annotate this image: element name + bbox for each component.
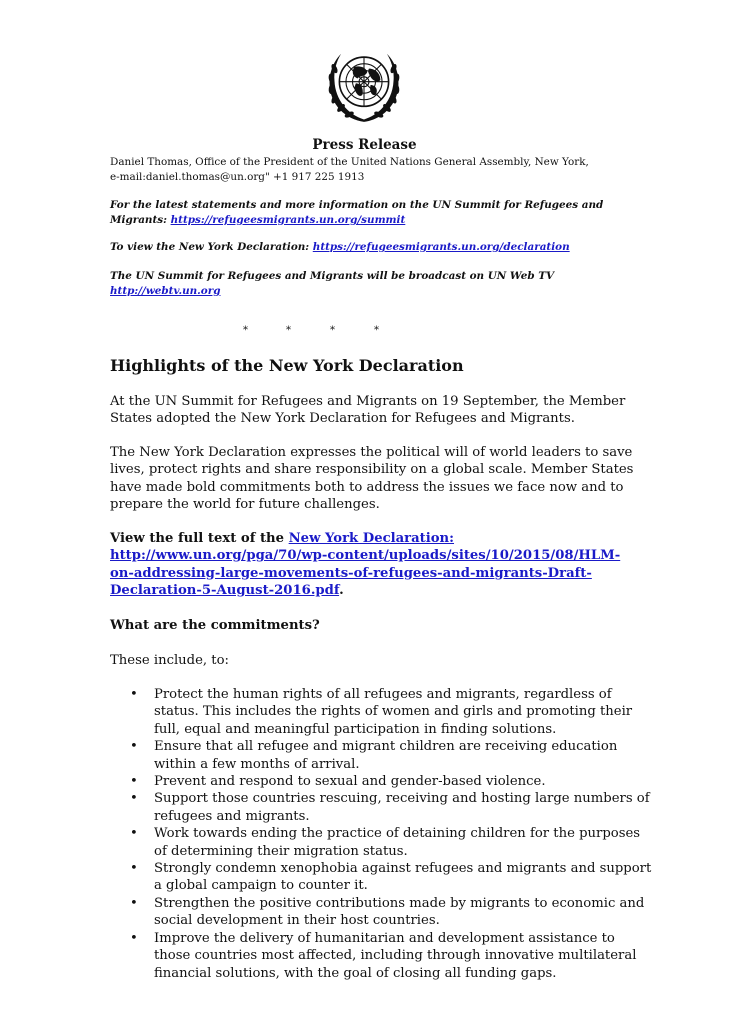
press-release-title: Press Release <box>312 137 417 153</box>
broadcast-info <box>110 269 670 299</box>
bullet-icon: • <box>130 791 138 807</box>
paragraph-line: prepare the world for future challenges. <box>110 497 380 513</box>
paragraph-line: have made bold commitments both to address the issues we face now and to <box>110 479 624 495</box>
contact-info <box>110 155 670 185</box>
list-item <box>110 790 650 825</box>
bullet-icon: • <box>130 774 138 790</box>
declaration-url-link[interactable]: on-addressing-large-movements-of-refugees-and-migrants-Draft- <box>110 565 592 581</box>
full-text-prefix: View the full text of the <box>110 531 289 546</box>
list-item-line: refugees and migrants. <box>154 808 310 824</box>
paragraph-summit <box>110 393 626 428</box>
list-item-line: those countries most affected, including through innovative multilateral <box>154 948 637 964</box>
separator-star: * <box>286 325 291 336</box>
paragraph-line: lives, protect rights and share responsibility on a global scale. Member States <box>110 462 634 478</box>
bullet-icon: • <box>130 861 138 877</box>
full-text-suffix: . <box>339 583 344 599</box>
list-item-line: Strongly condemn xenophobia against refugees and migrants and support <box>154 861 652 877</box>
separator <box>110 325 510 339</box>
list-item-line: a global campaign to counter it. <box>154 878 368 894</box>
list-item-line: Ensure that all refugee and migrant children are receiving education <box>154 739 618 755</box>
summit-info <box>110 198 670 228</box>
bullet-icon: • <box>130 739 138 755</box>
declaration-url-link[interactable]: http://www.un.org/pga/70/wp-content/uploads/sites/10/2015/08/HLM- <box>110 548 621 564</box>
list-item-line: Prevent and respond to sexual and gender-based violence. <box>154 774 546 790</box>
declaration-link[interactable]: https://refugeesmigrants.un.org/declaration <box>312 241 570 253</box>
list-item <box>110 895 645 930</box>
paragraph-declaration <box>110 444 634 514</box>
these-include-text: These include, to: <box>110 653 229 668</box>
contact-line: e-mail:daniel.thomas@un.org" +1 917 225 1913 <box>110 171 365 183</box>
list-item <box>110 930 637 982</box>
list-item-line: Support those countries rescuing, receiving and hosting large numbers of <box>154 791 650 807</box>
paragraph-line: The New York Declaration expresses the political will of world leaders to save <box>110 445 633 460</box>
list-item <box>110 825 641 860</box>
list-item-line: of determining their migration status. <box>154 843 408 859</box>
bullet-icon: • <box>130 930 138 946</box>
section-heading: Highlights of the New York Declaration <box>110 356 464 375</box>
list-item-line: status. This includes the rights of women and girls and promoting their <box>154 704 633 720</box>
list-item-line: financial solutions, with the goal of closing all funding gaps. <box>154 965 557 981</box>
summit-info-line: For the latest statements and more information on the UN Summit for Refugees and <box>110 199 604 211</box>
paragraph-line: States adopted the New York Declaration for Refugees and Migrants. <box>110 411 575 427</box>
list-item-line: Improve the delivery of humanitarian and development assistance to <box>154 930 615 946</box>
list-item-line: Work towards ending the practice of detaining children for the purposes <box>154 826 641 842</box>
list-item <box>110 738 630 773</box>
list-item-line: full, equal and meaningful participation in finding solutions. <box>154 721 557 737</box>
commitments-heading: What are the commitments? <box>110 618 320 633</box>
webtv-link[interactable]: http://webtv.un.org <box>110 285 221 297</box>
separator-star: * <box>374 325 379 336</box>
separator-star: * <box>243 325 248 336</box>
declaration-prefix: To view the New York Declaration: <box>110 241 313 253</box>
separator-star: * <box>330 325 335 336</box>
commitments-list <box>110 686 652 982</box>
contact-line: Daniel Thomas, Office of the President of the United Nations General Assembly, New York, <box>110 156 589 168</box>
list-item-line: Protect the human rights of all refugees and migrants, regardless of <box>154 687 612 702</box>
bullet-icon: • <box>130 687 138 702</box>
un-emblem-icon <box>323 44 405 126</box>
summit-link[interactable]: https://refugeesmigrants.un.org/summit <box>170 214 406 226</box>
bullet-icon: • <box>130 826 138 842</box>
declaration-info <box>110 240 670 255</box>
list-item <box>110 860 652 895</box>
summit-info-prefix: Migrants: <box>110 214 171 226</box>
full-text-block <box>110 530 620 600</box>
declaration-url-link[interactable]: Declaration-5-August-2016.pdf <box>110 583 340 599</box>
bullet-icon: • <box>130 895 138 911</box>
list-item <box>110 773 630 790</box>
list-item-line: within a few months of arrival. <box>154 756 360 772</box>
broadcast-text: The UN Summit for Refugees and Migrants will be broadcast on UN Web TV <box>110 270 555 282</box>
declaration-title-link[interactable]: New York Declaration: <box>288 531 455 546</box>
list-item-line: social development in their host countries. <box>154 913 440 929</box>
paragraph-line: At the UN Summit for Refugees and Migrants on 19 September, the Member <box>110 394 626 409</box>
list-item <box>110 686 633 738</box>
list-item-line: Strengthen the positive contributions made by migrants to economic and <box>154 895 645 911</box>
